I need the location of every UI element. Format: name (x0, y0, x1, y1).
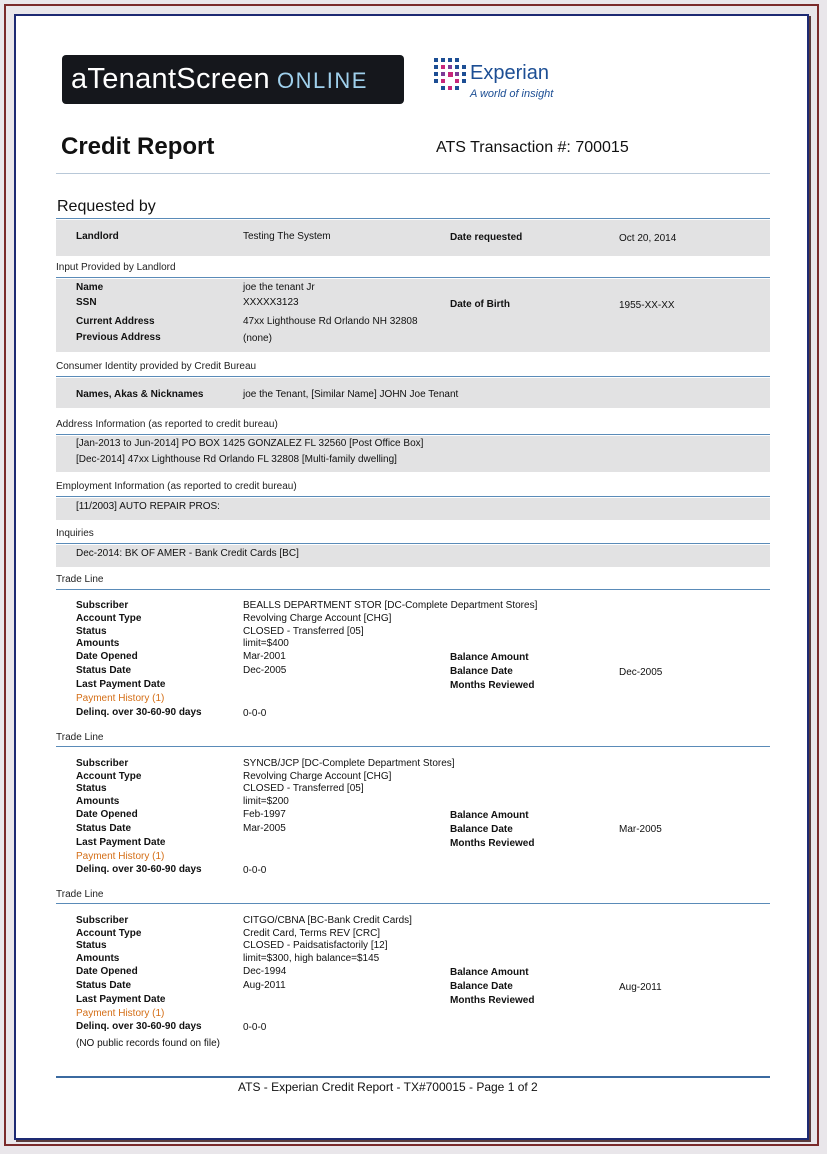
current-address-value: 47xx Lighthouse Rd Orlando NH 32808 (243, 316, 418, 327)
status-label: Status (76, 626, 107, 637)
date-opened-label: Date Opened (76, 809, 138, 820)
status-value: CLOSED - Transferred [05] (243, 783, 364, 794)
experian-tagline: A world of insight (470, 88, 554, 100)
previous-address-label: Previous Address (76, 332, 161, 343)
subscriber-label: Subscriber (76, 915, 129, 926)
amounts-label: Amounts (76, 796, 120, 807)
account-type-label: Account Type (76, 613, 142, 624)
amounts-value: limit=$300, high balance=$145 (243, 953, 380, 964)
ssn-label: SSN (76, 297, 97, 308)
landlord-value: Testing The System (243, 231, 331, 242)
account-type-label: Account Type (76, 928, 142, 939)
public-records-note: (NO public records found on file) (76, 1038, 220, 1049)
inquiries-heading: Inquiries (56, 528, 94, 539)
amounts-value: limit=$400 (243, 638, 289, 649)
inquiry-line: Dec-2014: BK OF AMER - Bank Credit Cards [BC] (76, 548, 299, 559)
account-type-value: Credit Card, Terms REV [CRC] (243, 928, 381, 939)
status-label: Status (76, 940, 107, 951)
employment-line: [11/2003] AUTO REPAIR PROS: (76, 501, 220, 512)
date-opened-value: Feb-1997 (243, 809, 286, 820)
status-label: Status (76, 783, 107, 794)
address-line-2: [Dec-2014] 47xx Lighthouse Rd Orlando FL 32808 [Multi-family dwelling] (76, 454, 397, 465)
amounts-value: limit=$200 (243, 796, 289, 807)
balance-date-label: Balance Date (450, 666, 513, 677)
name-value: joe the tenant Jr (243, 282, 315, 293)
delinq-label: Delinq. over 30-60-90 days (76, 1021, 202, 1032)
date-requested-value: Oct 20, 2014 (619, 233, 677, 244)
names-label: Names, Akas & Nicknames (76, 389, 204, 400)
subscriber-value: BEALLS DEPARTMENT STOR [DC-Complete Department Stores] (243, 600, 538, 611)
section-divider (56, 543, 770, 544)
input-heading: Input Provided by Landlord (56, 262, 176, 273)
last-payment-date-label: Last Payment Date (76, 837, 166, 848)
experian-logo (432, 56, 572, 110)
ssn-value: XXXXX3123 (243, 297, 299, 308)
name-label: Name (76, 282, 104, 293)
status-date-value: Mar-2005 (243, 823, 286, 834)
dob-value: 1955-XX-XX (619, 300, 675, 311)
status-value: CLOSED - Transferred [05] (243, 626, 364, 637)
date-opened-label: Date Opened (76, 651, 138, 662)
subscriber-value: SYNCB/JCP [DC-Complete Department Stores] (243, 758, 455, 769)
experian-dots-icon (432, 56, 468, 96)
section-divider (56, 218, 770, 219)
header-divider (56, 173, 770, 174)
status-date-label: Status Date (76, 665, 132, 676)
address-heading: Address Information (as reported to credit bureau) (56, 419, 278, 430)
subscriber-label: Subscriber (76, 758, 129, 769)
account-type-value: Revolving Charge Account [CHG] (243, 613, 392, 624)
balance-date-value: Dec-2005 (619, 667, 663, 678)
payment-history-link[interactable]: Payment History (1) (76, 851, 165, 862)
landlord-label: Landlord (76, 231, 119, 242)
date-opened-value: Dec-1994 (243, 966, 287, 977)
trade-line-heading: Trade Line (56, 889, 104, 900)
requested-by-heading: Requested by (57, 198, 156, 215)
account-type-label: Account Type (76, 771, 142, 782)
dob-label: Date of Birth (450, 299, 510, 310)
employment-heading: Employment Information (as reported to credit bureau) (56, 481, 297, 492)
balance-date-label: Balance Date (450, 824, 513, 835)
delinq-value: 0-0-0 (243, 1022, 267, 1033)
experian-name: Experian (470, 62, 549, 84)
current-address-label: Current Address (76, 316, 155, 327)
balance-date-value: Mar-2005 (619, 824, 662, 835)
months-reviewed-label: Months Reviewed (450, 680, 535, 691)
subscriber-label: Subscriber (76, 600, 129, 611)
status-date-value: Aug-2011 (243, 980, 286, 991)
balance-amount-label: Balance Amount (450, 810, 529, 821)
delinq-label: Delinq. over 30-60-90 days (76, 864, 202, 875)
status-date-label: Status Date (76, 823, 132, 834)
logo-suffix: ONLINE (276, 68, 368, 93)
section-divider (56, 746, 770, 747)
status-date-label: Status Date (76, 980, 132, 991)
page-title: Credit Report (61, 133, 215, 160)
months-reviewed-label: Months Reviewed (450, 838, 535, 849)
amounts-label: Amounts (76, 638, 120, 649)
section-divider (56, 376, 770, 377)
logo-brand: aTenantScreen (71, 63, 270, 95)
status-value: CLOSED - Paidsatisfactorily [12] (243, 940, 388, 951)
names-value: joe the Tenant, [Similar Name] JOHN Joe Tenant (243, 389, 459, 400)
page-footer: ATS - Experian Credit Report - TX#700015 - Page 1 of 2 (238, 1080, 538, 1094)
amounts-label: Amounts (76, 953, 120, 964)
delinq-label: Delinq. over 30-60-90 days (76, 707, 202, 718)
date-opened-label: Date Opened (76, 966, 138, 977)
delinq-value: 0-0-0 (243, 865, 267, 876)
section-divider (56, 903, 770, 904)
section-divider (56, 589, 770, 590)
trade-line-heading: Trade Line (56, 574, 104, 585)
balance-amount-label: Balance Amount (450, 652, 529, 663)
address-line-1: [Jan-2013 to Jun-2014] PO BOX 1425 GONZALEZ FL 32560 [Post Office Box] (76, 438, 424, 449)
atenantscreen-logo (62, 55, 404, 104)
payment-history-link[interactable]: Payment History (1) (76, 693, 165, 704)
date-opened-value: Mar-2001 (243, 651, 286, 662)
status-date-value: Dec-2005 (243, 665, 287, 676)
balance-date-value: Aug-2011 (619, 982, 662, 993)
footer-divider (56, 1076, 770, 1078)
subscriber-value: CITGO/CBNA [BC-Bank Credit Cards] (243, 915, 412, 926)
section-divider (56, 496, 770, 497)
balance-amount-label: Balance Amount (450, 967, 529, 978)
section-divider (56, 277, 770, 278)
previous-address-value: (none) (243, 333, 272, 344)
section-divider (56, 434, 770, 435)
date-requested-label: Date requested (450, 232, 523, 243)
balance-date-label: Balance Date (450, 981, 513, 992)
payment-history-link[interactable]: Payment History (1) (76, 1008, 165, 1019)
account-type-value: Revolving Charge Account [CHG] (243, 771, 392, 782)
last-payment-date-label: Last Payment Date (76, 994, 166, 1005)
last-payment-date-label: Last Payment Date (76, 679, 166, 690)
consumer-heading: Consumer Identity provided by Credit Bureau (56, 361, 257, 372)
months-reviewed-label: Months Reviewed (450, 995, 535, 1006)
delinq-value: 0-0-0 (243, 708, 267, 719)
trade-line-heading: Trade Line (56, 732, 104, 743)
ats-transaction: ATS Transaction #: 700015 (436, 139, 629, 156)
